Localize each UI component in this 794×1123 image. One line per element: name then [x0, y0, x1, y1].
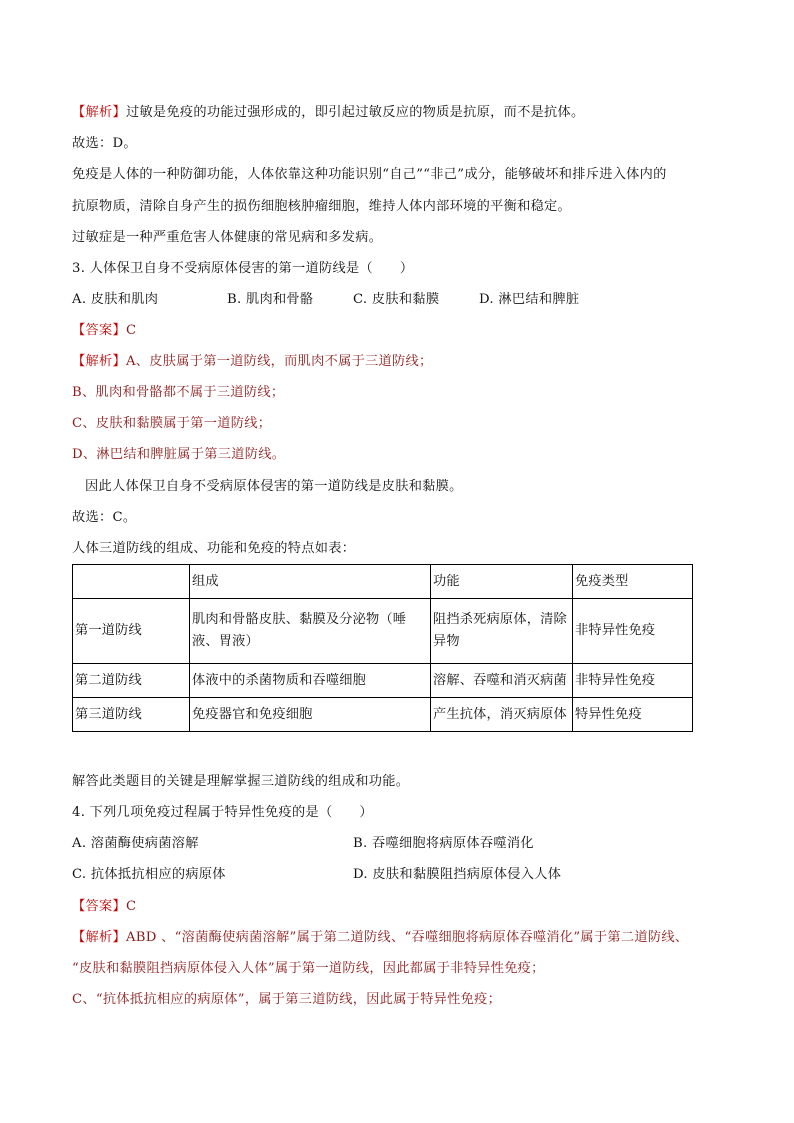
table-header-cell: 免疫类型: [573, 565, 693, 599]
q4-analysis-2: “皮肤和黏膜阻挡病原体侵入人体”属于第一道防线，因此都属于非特异性免疫；: [72, 961, 545, 976]
analysis-text: ABD 、“溶菌酶使病菌溶解”属于第二道防线、“吞噬细胞将病原体吞噬消化”属于第二道防线、: [125, 930, 689, 945]
answer-value: C: [125, 323, 137, 338]
q4-option-d: D. 皮肤和黏膜阻挡病原体侵入人体: [353, 867, 562, 882]
q3-analysis-b: B、肌肉和骨骼都不属于三道防线；: [72, 385, 285, 400]
answer-tag: 【答案】: [72, 323, 126, 338]
table-header-cell: 功能: [431, 565, 573, 599]
q3-answer-line: [72, 322, 136, 340]
table-cell: 产生抗体，消灭病原体: [431, 698, 573, 732]
table-cell: 阻挡杀死病原体，清除异物: [431, 599, 573, 664]
q4-analysis-line: [72, 929, 688, 947]
q4-answer-line: [72, 898, 136, 916]
q3-option-a: A. 皮肤和肌肉: [72, 292, 159, 307]
table-cell: 溶解、吞噬和消灭病菌: [431, 664, 573, 698]
table-cell: 第一道防线: [73, 599, 190, 664]
analysis-tag: 【解析】: [72, 105, 126, 120]
key-point: 解答此类题目的关键是理解掌握三道防线的组成和功能。: [72, 774, 410, 789]
q3-option-c: C. 皮肤和黏膜: [353, 292, 440, 307]
table-cell: 非特异性免疫: [573, 599, 693, 664]
table-header-row: [73, 565, 693, 599]
table-row: [73, 599, 693, 664]
q3-option-d: D. 淋巴结和脾脏: [479, 292, 580, 307]
table-cell: 第三道防线: [73, 698, 190, 732]
q3-conclusion: 因此人体保卫自身不受病原体侵害的第一道防线是皮肤和黏膜。: [85, 479, 463, 494]
table-intro: 人体三道防线的组成、功能和免疫的特点如表：: [72, 541, 356, 556]
table-cell: 肌肉和骨骼皮肤、黏膜及分泌物（唾液、胃液）: [190, 599, 431, 664]
table-row: [73, 698, 693, 732]
table-cell: 体液中的杀菌物质和吞噬细胞: [190, 664, 431, 698]
q3-analysis-line: [72, 353, 433, 371]
q4-option-a: A. 溶菌酶使病菌溶解: [72, 836, 199, 851]
paragraph: 过敏症是一种严重危害人体健康的常见病和多发病。: [72, 230, 383, 245]
table-header-cell: 组成: [190, 565, 431, 599]
table-cell: 免疫器官和免疫细胞: [190, 698, 431, 732]
q4-analysis-3: C、“抗体抵抗相应的病原体”，属于第三道防线，因此属于特异性免疫；: [72, 992, 502, 1007]
table-cell: 非特异性免疫: [573, 664, 693, 698]
q3-analysis-c: C、皮肤和黏膜属于第一道防线；: [72, 416, 272, 431]
q3-analysis-d: D、淋巴结和脾脏属于第三道防线。: [72, 447, 286, 462]
analysis-text: 过敏是免疫的功能过强形成的，即引起过敏反应的物质是抗原，而不是抗体。: [125, 105, 585, 120]
analysis-line: [72, 104, 585, 122]
table-row: [73, 664, 693, 698]
table-cell: 特异性免疫: [573, 698, 693, 732]
question-3-stem: 3. 人体保卫自身不受病原体侵害的第一道防线是（ ）: [72, 261, 414, 276]
analysis-tag: 【解析】: [72, 930, 126, 945]
analysis-tag: 【解析】: [72, 354, 126, 369]
q3-choice: 故选：C。: [72, 510, 137, 525]
table-cell: 第二道防线: [73, 664, 190, 698]
paragraph: 抗原物质，清除自身产生的损伤细胞核肿瘤细胞，维持人体内部环境的平衡和稳定。: [72, 199, 572, 214]
choice-line: 故选：D。: [72, 136, 137, 151]
question-4-stem: 4. 下列几项免疫过程属于特异性免疫的是（ ）: [72, 805, 373, 820]
answer-value: C: [125, 899, 137, 914]
defense-table: [72, 564, 693, 732]
q4-option-b: B. 吞噬细胞将病原体吞噬消化: [353, 836, 534, 851]
q3-option-b: B. 肌肉和骨骼: [227, 292, 314, 307]
paragraph: 免疫是人体的一种防御功能，人体依靠这种功能识别“自己”“非己”成分，能够破坏和排斥进入体内的: [72, 167, 667, 182]
answer-tag: 【答案】: [72, 899, 126, 914]
q4-option-c: C. 抗体抵抗相应的病原体: [72, 867, 226, 882]
analysis-text: A、皮肤属于第一道防线，而肌肉不属于三道防线；: [125, 354, 433, 369]
table-header-cell: [73, 565, 190, 599]
